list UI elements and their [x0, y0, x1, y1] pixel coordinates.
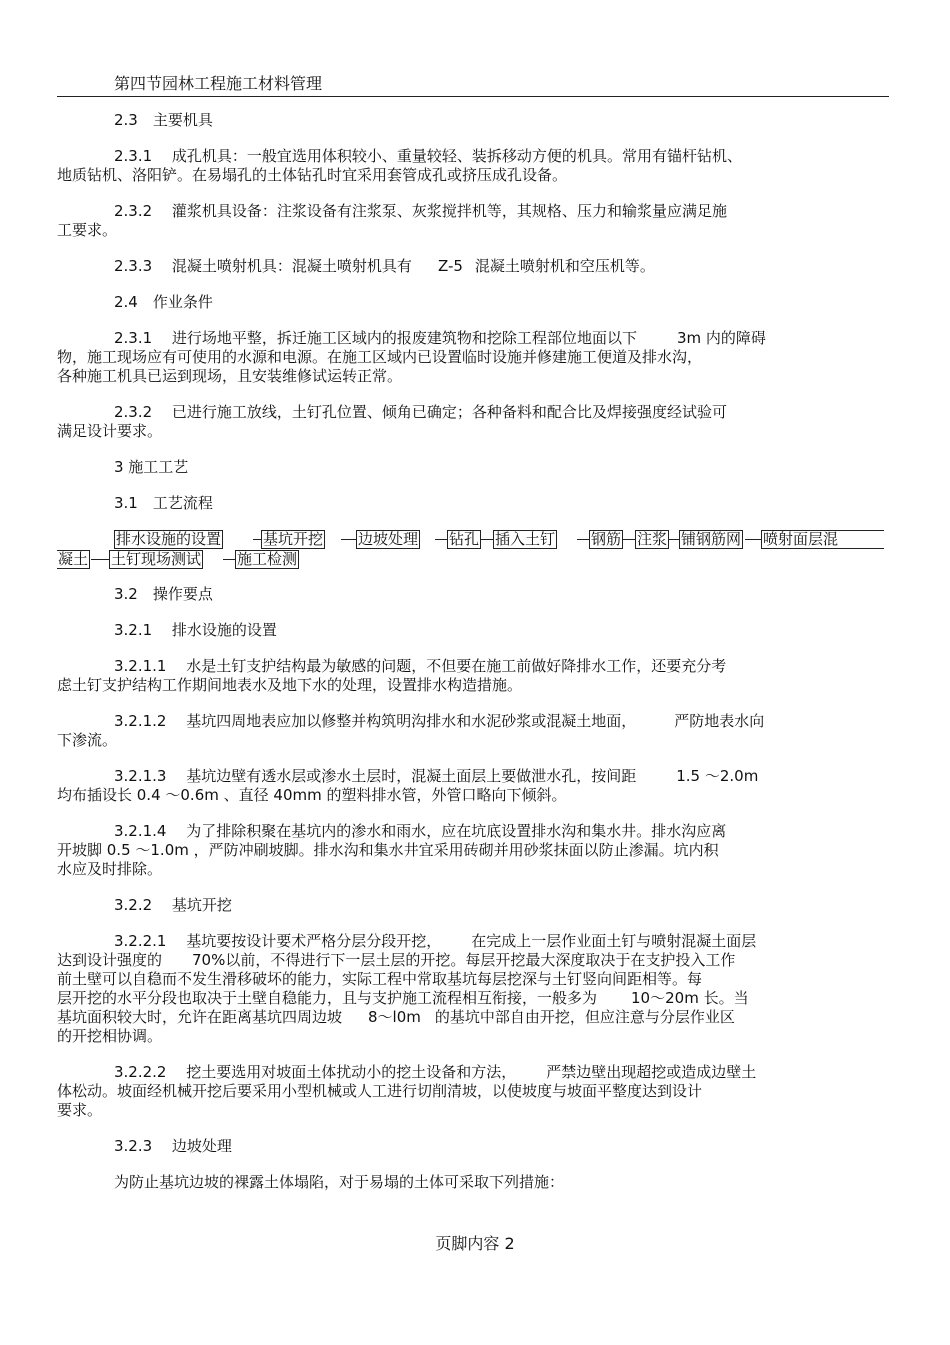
flow-step-field-test: 土钉现场测试: [111, 550, 202, 568]
flow-connector: [223, 559, 235, 560]
flow-connector: [341, 539, 356, 540]
process-flow-chart: [57, 530, 885, 568]
flow-connector: [91, 559, 109, 560]
heading-3-2-1: 3.2.1 排水设施的设置: [114, 621, 277, 639]
flow-connector: [481, 539, 493, 540]
para-2-3-2: 2.3.2 灌浆机具设备：注浆设备有注浆泵、灰浆搅拌机等，其规格、压力和输浆量应满足施 工要求。: [57, 202, 727, 239]
page-footer: 页脚内容 2: [435, 1234, 515, 1253]
flow-step-shotcrete-cont: 凝土: [58, 550, 89, 568]
page-header: 第四节园林工程施工材料管理: [114, 74, 323, 93]
flow-step-mesh: 铺钢筋网: [681, 530, 742, 548]
para-cond-2-3-1: 2.3.1 进行场地平整，拆迁施工区域内的报废建筑物和挖除工程部位地面以下 3m 内的障碍 物，施工现场应有可使用的水源和电源。在施工区域内已设置临时设施并修建施工便道及排水沟， 各种施工机具已运到现场，且安装维修试运转正常。: [57, 329, 766, 385]
para-3-2-3: 为防止基坑边坡的裸露土体塌陷，对于易塌的土体可采取下列措施：: [114, 1173, 565, 1191]
heading-3: 3 施工工艺: [114, 458, 189, 476]
flow-step-shotcrete: 喷射面层混: [761, 530, 884, 549]
document-body: [57, 111, 885, 1209]
flow-connector: [253, 539, 261, 540]
para-3-2-1-4: 3.2.1.4 为了排除积聚在基坑内的渗水和雨水，应在坑底设置排水沟和集水井。排水沟应离 开坡脚 0.5 ～1.0m ，严防冲刷坡脚。排水沟和集水井宜采用砖砌并用砂浆抹面以防止渗漏。坑内积 水应及时排除。: [57, 822, 727, 878]
flow-step-drainage: 排水设施的设置: [116, 530, 222, 548]
heading-3-2-2: 3.2.2 基坑开挖: [114, 896, 232, 914]
flow-step-inspection: 施工检测: [237, 550, 298, 568]
flow-connector: [435, 539, 447, 540]
para-cond-2-3-2: 2.3.2 已进行施工放线，土钉孔位置、倾角已确定；各种备料和配合比及焊接强度经试验可 满足设计要求。: [57, 403, 727, 440]
heading-3-2-3: 3.2.3 边坡处理: [114, 1137, 232, 1155]
flow-step-rebar: 钢筋: [591, 530, 622, 548]
flow-step-excavation: 基坑开挖: [263, 530, 324, 548]
flow-step-grouting: 注浆: [637, 530, 668, 548]
heading-2-3: 2.3 主要机具: [114, 111, 213, 129]
flow-step-slope: 边坡处理: [358, 530, 419, 548]
heading-3-1: 3.1 工艺流程: [114, 494, 213, 512]
heading-3-2: 3.2 操作要点: [114, 585, 213, 603]
flow-step-drilling: 钻孔: [449, 530, 480, 548]
flow-connector: [745, 539, 761, 540]
para-3-2-1-1: 3.2.1.1 水是土钉支护结构最为敏感的问题，不但要在施工前做好降排水工作，还要充分考 虑土钉支护结构工作期间地表水及地下水的处理，设置排水构造措施。: [57, 657, 727, 694]
flow-connector: [577, 539, 589, 540]
para-3-2-2-2: 3.2.2.2 挖土要选用对坡面土体扰动小的挖土设备和方法， 严禁边壁出现超挖或造成边壁土 体松动。坡面经机械开挖后要采用小型机械或人工进行切削清坡，以使坡度与坡面平整度达到设计 要求。: [57, 1063, 757, 1119]
para-3-2-1-2: 3.2.1.2 基坑四周地表应加以修整并构筑明沟排水和水泥砂浆或混凝土地面， 严防地表水向 下渗流。: [57, 712, 765, 749]
para-2-3-1: 2.3.1 成孔机具：一般宜选用体积较小、重量较轻、装拆移动方便的机具。常用有锚杆钻机、 地质钻机、洛阳铲。在易塌孔的土体钻孔时宜采用套管成孔或挤压成孔设备。: [57, 147, 742, 184]
heading-2-4: 2.4 作业条件: [114, 293, 213, 311]
para-2-3-3: 2.3.3 混凝土喷射机具：混凝土喷射机具有 Z-5 混凝土喷射机和空压机等。: [114, 257, 655, 275]
para-3-2-2-1: 3.2.2.1 基坑要按设计要术严格分层分段开挖， 在完成上一层作业面土钉与喷射混凝土面层 达到设计强度的 70%以前，不得进行下一层土层的开挖。每层开挖最大深度取决于在支护投入工作 前土壁可以自稳而不发生滑移破坏的能力，实际工程中常取基坑每层挖深与土钉竖向间距相等。每 层开挖的水平分段也取决于土壁自稳能力，且与支护施工流程相互衔接，一般多为 10～20m 长。当 基坑面积较大时，允许在距离基坑四周边坡 8～l0m 的基坑中部自由开挖，但应注意与分层作业区 的开挖相协调。: [57, 932, 757, 1045]
header-rule: [57, 96, 889, 97]
para-3-2-1-3: 3.2.1.3 基坑边壁有透水层或渗水土层时，混凝土面层上要做泄水孔，按间距 1.5 ～2.0m 均布插设长 0.4 ～0.6m 、直径 40mm 的塑料排水管，外管口略向下倾斜。: [57, 767, 759, 804]
flow-connector: [669, 539, 679, 540]
flow-step-insert-nail: 插入土钉: [495, 530, 556, 548]
flow-connector: [623, 539, 635, 540]
